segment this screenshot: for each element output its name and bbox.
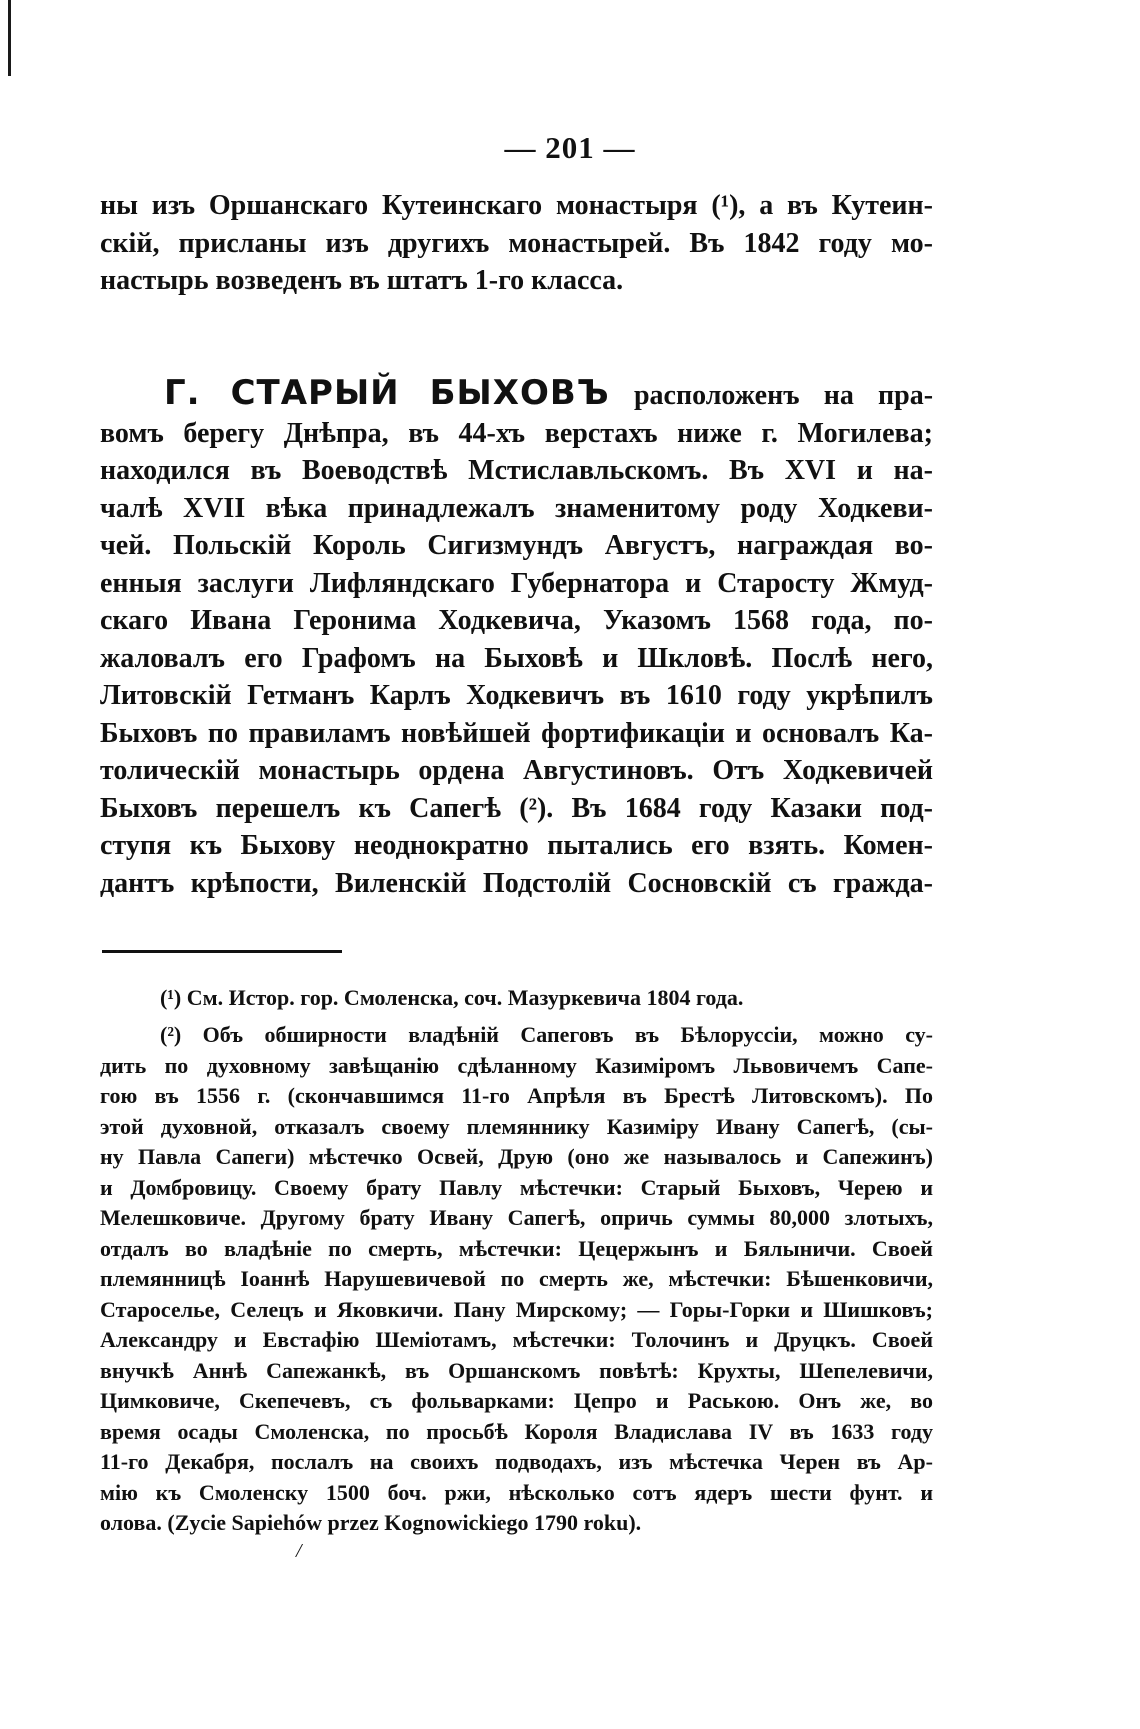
footnote-line: этой духовной, отказалъ своему племяннику Казиміру Ивану Сапегѣ, (сы- bbox=[100, 1113, 933, 1139]
section-first-line-text: расположенъ на пра- bbox=[633, 380, 934, 411]
section-first-line bbox=[100, 375, 933, 415]
footnote-line: гою въ 1556 г. (скончавшимся 11-го Апрѣля въ Брестѣ Литовскомъ). По bbox=[100, 1083, 933, 1108]
scan-edge-mark bbox=[8, 0, 11, 76]
footnote-divider bbox=[102, 950, 342, 953]
footnote-line: дить по духовному завѣщанію сдѣланному Казиміромъ Львовичемъ Сапе- bbox=[100, 1052, 933, 1078]
footnote-line: (²) Объ обширности владѣній Сапеговъ въ Бѣлоруссіи, можно су- bbox=[160, 1022, 933, 1047]
paragraph-line: Быховъ перешелъ къ Сапегѣ (²). Въ 1684 году Казаки под- bbox=[100, 792, 933, 824]
paragraph-line: Литовскій Гетманъ Карлъ Ходкевичъ въ 1610 году укрѣпилъ bbox=[100, 680, 933, 711]
paragraph-line: дантъ крѣпости, Виленскій Подстолій Сосновскій съ гражда- bbox=[100, 867, 933, 899]
paragraph-line: чей. Польскій Король Сигизмундъ Августъ, награждая во- bbox=[100, 530, 933, 561]
paragraph-line: енныя заслуги Лифляндскаго Губернатора и Старосту Жмуд- bbox=[100, 567, 933, 599]
footnote-line: 11-го Декабря, послалъ на своихъ подводахъ, изъ мѣстечка Черен въ Ар- bbox=[100, 1449, 933, 1474]
footnote-line: ну Павла Сапеги) мѣстечко Освей, Друю (оно же называлось и Сапежинъ) bbox=[100, 1144, 933, 1169]
footnote-line: время осады Смоленска, по просьбѣ Короля Владислава IV въ 1633 году bbox=[100, 1418, 933, 1444]
footnote-line: мію къ Смоленску 1500 боч. ржи, нѣсколько сотъ ядеръ шести фунт. и bbox=[100, 1479, 933, 1505]
paragraph-line: скаго Ивана Геронима Ходкевича, Указомъ 1568 года, по- bbox=[100, 605, 933, 636]
top-paragraph bbox=[100, 187, 933, 300]
footnote-line: внучкѣ Аннѣ Сапежанкѣ, въ Оршанскомъ повѣтѣ: Крухты, Шепелевичи, bbox=[100, 1357, 933, 1383]
paragraph-line: ны изъ Оршанскаго Кутеинскаго монастыря (¹), а въ Кутеин- bbox=[100, 190, 933, 221]
footnote-line: (¹) См. Истор. гор. Смоленска, соч. Мазуркевича 1804 года. bbox=[160, 985, 744, 1010]
footnote-line: Цимковиче, Скепечевъ, съ фольварками: Цепро и Раською. Онъ же, во bbox=[100, 1388, 933, 1413]
paragraph-line: вомъ берегу Днѣпра, въ 44-хъ верстахъ ниже г. Могилева; bbox=[100, 417, 933, 449]
footnote-line: Староселье, Селецъ и Яковкичи. Пану Мирскому; — Горы-Горки и Шишковъ; bbox=[100, 1296, 933, 1322]
footnote-line: олова. (Zycie Sapiehów przez Kognowickiego 1790 roku). bbox=[100, 1510, 642, 1535]
paragraph-line: толическій монастырь ордена Августиновъ. Отъ Ходкевичей bbox=[100, 755, 933, 786]
paragraph-line: находился въ Воеводствѣ Мстиславльскомъ. Въ XVI и на- bbox=[100, 455, 933, 486]
paragraph-line: чалѣ XVII вѣка принадлежалъ знаменитому роду Ходкеви- bbox=[100, 492, 933, 524]
footnote-line: и Домбровицу. Своему брату Павлу мѣстечки: Старый Быховъ, Черею и bbox=[100, 1174, 933, 1200]
footnote-line: отдалъ во владѣніе по смерть, мѣстечки: Цецержынъ и Бялыничи. Своей bbox=[100, 1235, 933, 1261]
footnote-line: племянницѣ Іоаннѣ Нарушевичевой по смерть же, мѣстечки: Бѣшенковичи, bbox=[100, 1266, 933, 1291]
paragraph-line: жаловалъ его Графомъ на Быховѣ и Шкловѣ. Послѣ него, bbox=[100, 642, 933, 674]
page-number: — 201 — bbox=[504, 130, 636, 165]
section-title: Г. СТАРЫЙ БЫХОВЪ bbox=[164, 373, 610, 413]
section-paragraph bbox=[100, 375, 933, 902]
footnote-1 bbox=[100, 983, 933, 1014]
paragraph-line: настырь возведенъ въ штатъ 1-го класса. bbox=[100, 265, 624, 296]
paragraph-line: скій, присланы изъ другихъ монастырей. Въ 1842 году мо- bbox=[100, 227, 933, 259]
footnote-2 bbox=[100, 1020, 933, 1539]
paragraph-line: Быховъ по правиламъ новѣйшей фортификаціи и основалъ Ка- bbox=[100, 717, 933, 749]
footnote-line: Александру и Евстафію Шеміотамъ, мѣстечки: Толочинъ и Друцкъ. Своей bbox=[100, 1327, 933, 1352]
footnote-line: Мелешковиче. Другому брату Ивану Сапегѣ, опричь суммы 80,000 злотыхъ, bbox=[100, 1205, 933, 1230]
stray-mark: / bbox=[296, 1540, 302, 1562]
paragraph-line: ступя къ Быхову неоднократно пытались его взять. Комен- bbox=[100, 830, 933, 861]
